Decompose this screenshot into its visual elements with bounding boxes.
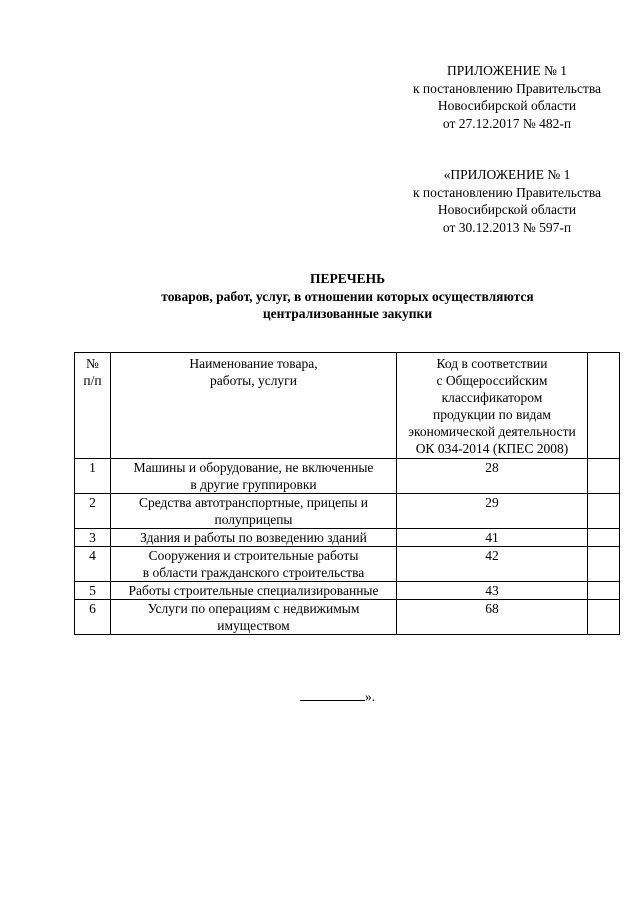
table-header-row bbox=[75, 353, 620, 459]
appendix-reference-line: к постановлению Правительства bbox=[412, 80, 602, 96]
appendix-region-line: Новосибирской области bbox=[437, 202, 577, 217]
table-row bbox=[75, 582, 620, 600]
row-empty bbox=[588, 547, 620, 582]
header-text: Код в соответствии bbox=[436, 356, 548, 371]
row-name-line: Работы строительные специализированные bbox=[128, 583, 379, 598]
header-text: ОК 034-2014 (КПЕС 2008) bbox=[415, 441, 569, 456]
header-number bbox=[75, 353, 111, 459]
row-number: 5 bbox=[75, 582, 111, 600]
appendix-header-original bbox=[392, 166, 622, 236]
purchases-table bbox=[74, 352, 620, 635]
closing-quote: ». bbox=[365, 689, 376, 704]
appendix-title: ПРИЛОЖЕНИЕ № 1 bbox=[446, 63, 568, 78]
row-name-line: имуществом bbox=[217, 618, 290, 633]
row-number: 2 bbox=[75, 494, 111, 529]
header-text: п/п bbox=[83, 373, 102, 388]
row-code: 41 bbox=[397, 529, 588, 547]
row-name-line: в области гражданского строительства bbox=[142, 565, 365, 580]
row-name-line: Средства автотранспортные, прицепы и bbox=[138, 495, 369, 510]
header-text: Наименование товара, bbox=[189, 356, 318, 371]
header-text: экономической деятельности bbox=[408, 424, 576, 439]
appendix-region-line: Новосибирской области bbox=[437, 98, 577, 113]
table-row bbox=[75, 600, 620, 635]
header-text: классификатором bbox=[441, 390, 543, 405]
document-title: ПЕРЕЧЕНЬ bbox=[309, 271, 386, 286]
table-row bbox=[75, 494, 620, 529]
row-code: 43 bbox=[397, 582, 588, 600]
document-subtitle-line: товаров, работ, услуг, в отношении которых осуществляются bbox=[161, 288, 534, 304]
row-empty bbox=[588, 529, 620, 547]
row-empty bbox=[588, 494, 620, 529]
header-text: с Общероссийским bbox=[436, 373, 548, 388]
row-name bbox=[111, 494, 397, 529]
row-name bbox=[111, 582, 397, 600]
header-text: работы, услуги bbox=[210, 373, 297, 388]
row-code: 28 bbox=[397, 459, 588, 494]
closing-mark bbox=[300, 688, 390, 706]
table-row bbox=[75, 547, 620, 582]
row-name-line: Услуги по операциям с недвижимым bbox=[147, 601, 360, 616]
row-empty bbox=[588, 600, 620, 635]
table-row bbox=[75, 529, 620, 547]
appendix-header-current bbox=[392, 62, 622, 132]
row-number: 1 bbox=[75, 459, 111, 494]
header-text: продукции по видам bbox=[433, 407, 551, 422]
appendix-date-line: от 30.12.2013 № 597-п bbox=[442, 219, 572, 235]
header-code bbox=[397, 353, 588, 459]
row-name-line: Здания и работы по возведению зданий bbox=[140, 530, 367, 545]
appendix-title: «ПРИЛОЖЕНИЕ № 1 bbox=[443, 167, 571, 182]
row-code: 29 bbox=[397, 494, 588, 529]
header-name bbox=[111, 353, 397, 459]
header-empty bbox=[588, 353, 620, 459]
document-heading bbox=[60, 270, 635, 323]
row-name bbox=[111, 459, 397, 494]
row-number: 3 bbox=[75, 529, 111, 547]
row-name-line: Машины и оборудование, не включенные bbox=[133, 460, 374, 475]
row-code: 42 bbox=[397, 547, 588, 582]
table-row bbox=[75, 459, 620, 494]
signature-underline bbox=[300, 688, 365, 701]
row-number: 4 bbox=[75, 547, 111, 582]
row-code: 68 bbox=[397, 600, 588, 635]
row-number: 6 bbox=[75, 600, 111, 635]
row-name-line: в другие группировки bbox=[190, 477, 317, 492]
row-name bbox=[111, 600, 397, 635]
row-name-line: полуприцепы bbox=[214, 512, 293, 527]
row-empty bbox=[588, 582, 620, 600]
row-name-line: Сооружения и строительные работы bbox=[148, 548, 359, 563]
row-name bbox=[111, 529, 397, 547]
header-text: № bbox=[86, 356, 99, 371]
document-subtitle-line: централизованные закупки bbox=[262, 306, 433, 321]
appendix-reference-line: к постановлению Правительства bbox=[412, 184, 602, 200]
row-name bbox=[111, 547, 397, 582]
row-empty bbox=[588, 459, 620, 494]
appendix-date-line: от 27.12.2017 № 482-п bbox=[442, 115, 572, 131]
